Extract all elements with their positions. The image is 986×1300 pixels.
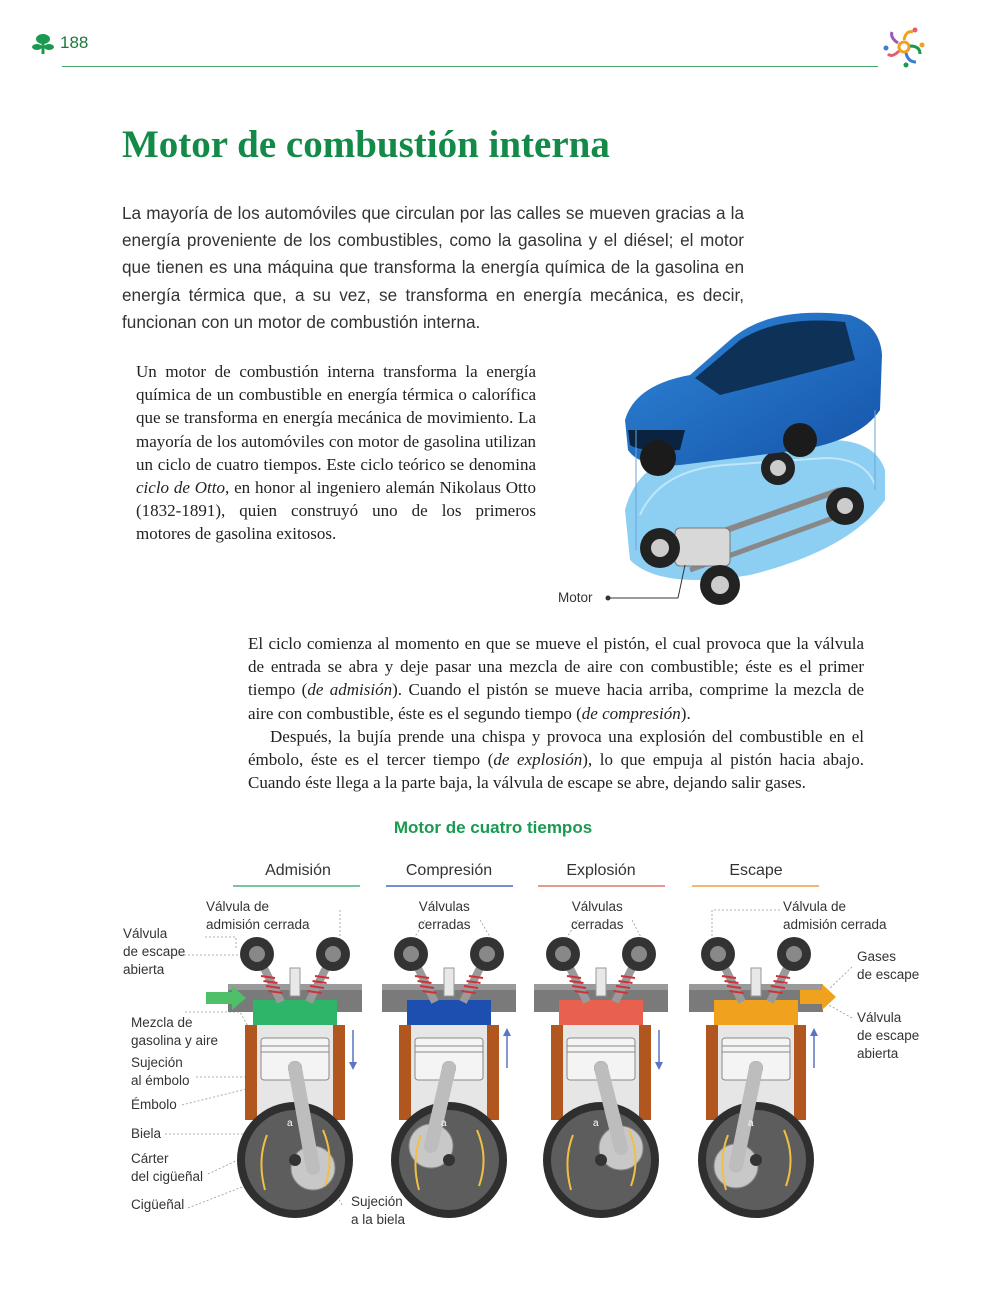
spark-plug xyxy=(751,968,761,996)
page-title: Motor de combustión interna xyxy=(122,123,610,166)
cylinder-wall-left xyxy=(551,1025,563,1120)
stage-escape-underline xyxy=(692,885,819,887)
label-valvulas-cerradas-1: Válvulas cerradas xyxy=(418,899,471,932)
valve-spring xyxy=(567,976,581,978)
valve-spring xyxy=(570,981,584,983)
label-valvulas-cerradas-2: Válvulas cerradas xyxy=(571,899,624,932)
stage-explosion: Explosión xyxy=(566,862,636,879)
crankshaft-center xyxy=(750,1154,762,1166)
spark-plug xyxy=(444,968,454,996)
valve-spring xyxy=(722,976,736,978)
camshaft-hub xyxy=(786,946,802,962)
cycle-text-2: ). Cuando el pistón se mueve hacia arriba, comprime la mezcla de aire con combustible, éste es el segundo tiempo ( xyxy=(248,680,864,723)
engine-1 xyxy=(228,937,362,1218)
otto-italic: ciclo de Otto xyxy=(136,478,225,498)
motor-label: Motor xyxy=(558,590,593,605)
cycle-text-5: ), lo que empuja al pistón hacia abajo. Cuando éste llega a la parte baja, la válvula de escape se abre, dejando salir gases. xyxy=(248,750,864,793)
stage-compresion: Compresión xyxy=(405,862,493,879)
crank-mark-a: a xyxy=(441,1118,447,1129)
diagram-title: Motor de cuatro tiempos xyxy=(393,818,593,837)
label-valvula-admision-cerrada-1: Válvula de admisión cerrada xyxy=(206,899,310,932)
stage-admision: Admisión xyxy=(265,862,331,879)
intro-paragraph: La mayoría de los automóviles que circulan por las calles se mueven gracias a la energía proveniente de los combustibles, como la gasolina y el diésel; el motor que tienen es una máquina que transforma la energía química de la gasolina en energía térmica que, a su vez, se transforma en energía mecánica, es decir, funcionan con un motor de combustión interna. xyxy=(122,203,744,332)
otto-paragraph xyxy=(136,360,536,546)
page-number: 188 xyxy=(60,33,89,52)
valve-spring xyxy=(725,981,739,983)
engine-2 xyxy=(382,937,516,1218)
piston-direction-arrowhead xyxy=(503,1028,511,1036)
cycle-italic-3: de explosión xyxy=(493,750,583,770)
label-valvula-admision-cerrada-2: Válvula de admisión cerrada xyxy=(783,899,887,932)
label-gases-escape: Gases de escape xyxy=(857,949,920,982)
engine-4 xyxy=(689,937,823,1218)
label-valvula-escape-abierta-1: Válvula de escape abierta xyxy=(123,926,186,977)
otto-text-1: Un motor de combustión interna transforma la energía química de un combustible en energía térmica o calorífica que se transforma en energía mecánica de movimiento. La mayoría de los automóviles con motor de gasolina utilizan un ciclo de cuatro tiempos. Este ciclo teórico se denomina xyxy=(136,362,536,474)
label-biela: Biela xyxy=(131,1126,162,1141)
cylinder-wall-left xyxy=(245,1025,257,1120)
crank-mark-a: a xyxy=(748,1118,754,1129)
piston-direction-arrowhead xyxy=(349,1062,357,1070)
camshaft-hub xyxy=(249,946,265,962)
stage-compresion-underline xyxy=(386,885,513,887)
cylinder-wall-right xyxy=(639,1025,651,1120)
stage-explosion-underline xyxy=(538,885,665,887)
camshaft-hub xyxy=(710,946,726,962)
crankshaft-center xyxy=(443,1154,455,1166)
valve-spring xyxy=(418,981,432,983)
valve-spring xyxy=(415,976,429,978)
cycle-paragraph xyxy=(248,632,864,794)
camshaft-hub xyxy=(403,946,419,962)
cylinder-wall-left xyxy=(399,1025,411,1120)
label-sujecion-biela: Sujeción a la biela xyxy=(351,1194,406,1227)
car-illustration xyxy=(600,300,890,610)
piston-direction-arrowhead xyxy=(655,1062,663,1070)
camshaft-hub xyxy=(325,946,341,962)
flower-logo-icon xyxy=(882,26,926,68)
cycle-text-3: ). xyxy=(680,703,691,723)
spark-plug xyxy=(290,968,300,996)
crankshaft-center xyxy=(289,1154,301,1166)
cycle-text-1: El ciclo comienza al momento en que se mueve el pistón, el cual provoca que la válvula de entrada se abra y deje pasar una mezcla de aire con combustible; éste es el primer tiempo ( xyxy=(248,634,864,700)
piston-direction-arrowhead xyxy=(810,1028,818,1036)
leaf-logo-icon xyxy=(32,32,54,56)
cycle-italic-1: de admisión xyxy=(307,680,393,700)
label-carter: Cárter del cigüeñal xyxy=(131,1151,204,1184)
crankshaft-center xyxy=(595,1154,607,1166)
label-ciguenal: Cigüeñal xyxy=(131,1197,185,1212)
spark-plug xyxy=(596,968,606,996)
label-mezcla: Mezcla de gasolina y aire xyxy=(131,1015,219,1048)
valve-spring xyxy=(264,981,278,983)
camshaft-hub xyxy=(555,946,571,962)
camshaft-hub xyxy=(631,946,647,962)
cylinder-wall-left xyxy=(706,1025,718,1120)
cylinder-wall-right xyxy=(487,1025,499,1120)
valve-spring xyxy=(261,976,275,978)
crank-mark-a: a xyxy=(593,1118,599,1129)
crank-mark-a: a xyxy=(287,1118,293,1129)
header-rule xyxy=(62,66,878,67)
label-embolo: Émbolo xyxy=(131,1097,177,1112)
otto-text-2: , en honor al ingeniero alemán Nikolaus Otto (1832-1891), quien construyó uno de los primeros motores de gasolina exitosos. xyxy=(136,478,536,544)
cycle-text-4: Después, la bujía prende una chispa y provoca una explosión del combustible en el émbolo, éste es el tercer tiempo ( xyxy=(248,726,864,770)
engine-3 xyxy=(534,937,668,1218)
cylinder-wall-right xyxy=(794,1025,806,1120)
cycle-italic-2: de compresión xyxy=(581,703,681,723)
stage-admision-underline xyxy=(233,885,360,887)
label-sujecion-embolo: Sujeción al émbolo xyxy=(131,1055,190,1088)
cylinder-wall-right xyxy=(333,1025,345,1120)
label-valvula-escape-abierta-2: Válvula de escape abierta xyxy=(857,1010,920,1061)
stage-escape: Escape xyxy=(729,862,783,879)
camshaft-hub xyxy=(479,946,495,962)
